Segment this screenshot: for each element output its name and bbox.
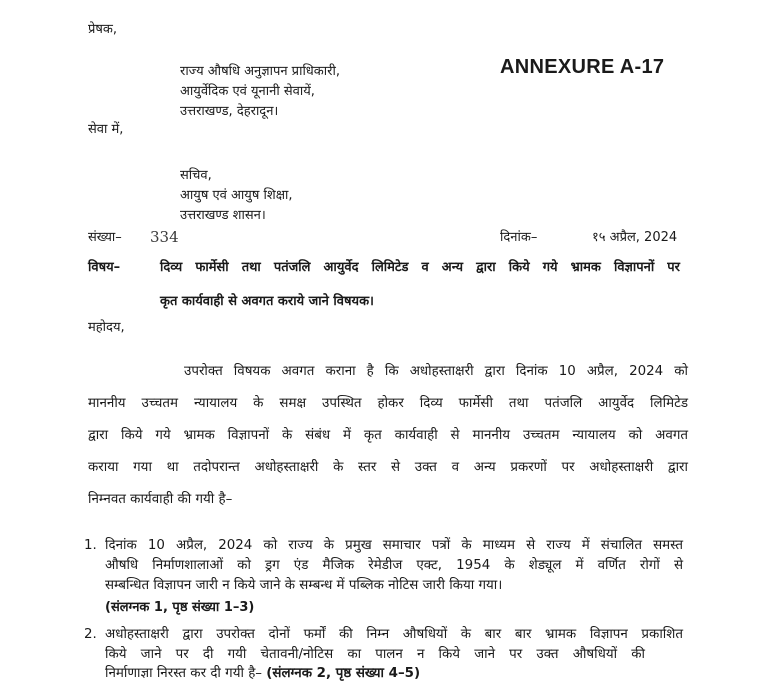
to-label: सेवा में,	[88, 122, 124, 137]
list-item-1-line-3: सम्बन्धित विज्ञापन जारी न किये जाने के सम्बन्ध में पब्लिक नोटिस जारी किया गया।	[105, 578, 503, 593]
number-value: 334	[150, 228, 179, 246]
recipient-line-1: सचिव,	[180, 168, 212, 183]
list-item-1-line-2: औषधि निर्माणशालाओं को ड्रग एंड मैजिक रेमेडीज एक्ट, 1954 के शेड्यूल में वर्णित रोगों से	[105, 558, 683, 573]
list-item-1-line-1: दिनांक 10 अप्रैल, 2024 को राज्य के प्रमुख समाचार पत्रों के माध्यम से राज्य में संचालित समस्त	[105, 538, 683, 553]
list-item-2-line-1: अधोहस्ताक्षरी द्वारा उपरोक्त दोनों फर्मों की निम्न औषधियों के बार बार भ्रामक विज्ञापन प्रकाशित	[105, 627, 683, 642]
from-label: प्रेषक,	[88, 22, 118, 37]
number-label: संख्या–	[88, 230, 122, 245]
list-item-2-line-3-wrap	[105, 664, 420, 684]
para-line-5: निम्नवत कार्यवाही की गयी है–	[88, 492, 233, 507]
para-line-4: कराया गया था तदोपरान्त अधोहस्ताक्षरी के स्तर से उक्त व अन्य प्रकरणों पर अधोहस्ताक्षरी द्वारा	[88, 460, 688, 475]
recipient-line-2: आयुष एवं आयुष शिक्षा,	[180, 188, 293, 203]
annexure-label: ANNEXURE A-17	[500, 56, 665, 78]
subject-line-1: दिव्य फार्मेसी तथा पतंजलि आयुर्वेद लिमिटेड व अन्य द्वारा किये गये भ्रामक विज्ञापनों पर	[160, 260, 680, 275]
date-label: दिनांक–	[500, 230, 538, 245]
subject-line-2: कृत कार्यवाही से अवगत कराये जाने विषयक।	[160, 294, 374, 309]
para-line-3: द्वारा किये गये भ्रामक विज्ञापनों के संबंध में कृत कार्यवाही से माननीय उच्चतम न्यायालय को अवगत	[88, 428, 688, 443]
para-line-2: माननीय उच्चतम न्यायालय के समक्ष उपस्थित होकर दिव्य फार्मेसी तथा पतंजलि आयुर्वेद लिमिटेड	[88, 396, 688, 411]
sender-line-1: राज्य औषधि अनुज्ञापन प्राधिकारी,	[180, 64, 340, 79]
sender-line-2: आयुर्वेदिक एवं यूनानी सेवायें,	[180, 84, 315, 99]
list-item-1-ref: (संलग्नक 1, पृष्ठ संख्या 1–3)	[105, 600, 255, 615]
list-item-2-line-3: निर्माणाज्ञा निरस्त कर दी गयी है–	[105, 666, 262, 681]
recipient-line-3: उत्तराखण्ड शासन।	[180, 208, 266, 223]
list-item-2-ref: (संलग्नक 2, पृष्ठ संख्या 4–5)	[266, 666, 421, 681]
list-item-2-line-2: किये जाने पर दी गयी चेतावनी/नोटिस का पालन न किये जाने पर उक्त औषधियों की	[105, 647, 645, 662]
sender-line-3: उत्तराखण्ड, देहरादून।	[180, 104, 279, 119]
salutation: महोदय,	[88, 320, 125, 335]
subject-label: विषय–	[88, 260, 121, 275]
para-line-1: उपरोक्त विषयक अवगत कराना है कि अधोहस्ताक्षरी द्वारा दिनांक 10 अप्रैल, 2024 को	[184, 364, 688, 379]
date-value: १५ अप्रैल, 2024	[592, 230, 678, 245]
list-item-1-number: 1.	[84, 538, 97, 553]
list-item-2-number: 2.	[84, 627, 97, 642]
